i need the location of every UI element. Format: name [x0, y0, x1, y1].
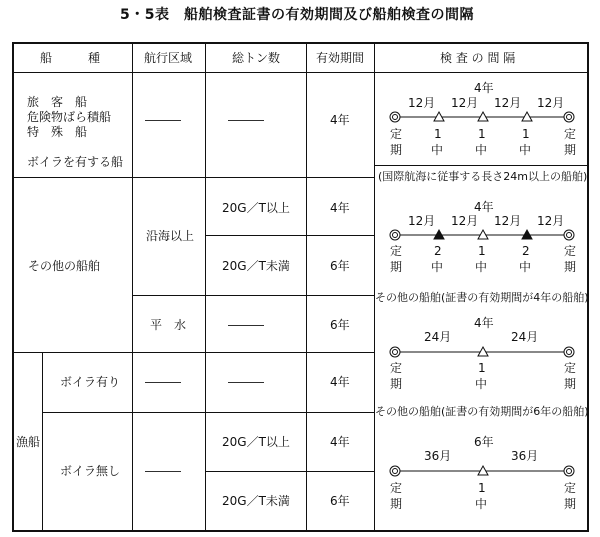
end-double-circle — [564, 230, 574, 240]
r2-area-smooth: 平 水 — [150, 318, 187, 332]
r3-boiler-yes: ボイラ有り — [60, 375, 121, 389]
d2-mid-label: 中 — [519, 260, 532, 274]
d3-start-label: 定 — [390, 361, 403, 375]
start-double-circle — [390, 230, 400, 240]
header-area: 航行区域 — [144, 51, 193, 65]
r3-ton-b: 20G／T未満 — [222, 494, 290, 508]
r1-dangerous: 危険物ばら積船 — [27, 110, 112, 124]
start-double-circle — [390, 466, 400, 476]
start-double-circle — [390, 347, 400, 357]
r3-ton-a: 20G／T以上 — [222, 435, 290, 449]
d3-mid-label: 中 — [475, 377, 488, 391]
r3-val-boiler: 4年 — [330, 375, 350, 389]
d1-mid-count: 1 — [434, 127, 442, 141]
d2-month: 12月 — [494, 214, 522, 228]
r3-ton-dash-1: ――― — [228, 375, 264, 389]
d3-end-label-2: 期 — [564, 377, 577, 391]
r2-val-c: 6年 — [330, 318, 350, 332]
r1-area-dash: ――― — [145, 113, 181, 127]
d4-end-label-2: 期 — [564, 497, 577, 511]
r1-boiler: ボイラを有する船 — [27, 155, 124, 169]
r3-fishing: 漁船 — [16, 435, 41, 449]
d2-start-label-2: 期 — [390, 260, 403, 274]
diagram-4 — [390, 466, 574, 476]
note-4year: その他の船舶(証書の有効期間が4年の船舶) — [375, 291, 589, 304]
header-tonnage: 総トン数 — [232, 51, 281, 65]
note-6year: その他の船舶(証書の有効期間が6年の船舶) — [375, 405, 589, 418]
r2-val-a: 4年 — [330, 201, 350, 215]
d2-end-label-2: 期 — [564, 260, 577, 274]
d2-period: 4年 — [474, 200, 494, 214]
d3-mid-count: 1 — [478, 361, 486, 375]
d2-end-label: 定 — [564, 244, 577, 258]
d4-start-label: 定 — [390, 481, 403, 495]
d1-period: 4年 — [474, 81, 494, 95]
d1-start-label-2: 期 — [390, 143, 403, 157]
diagram-1 — [390, 112, 574, 122]
d4-mid-label: 中 — [475, 497, 488, 511]
d3-end-label: 定 — [564, 361, 577, 375]
start-double-circle — [390, 112, 400, 122]
r2-ton-c-dash: ――― — [228, 318, 264, 332]
d2-mid-count: 2 — [434, 244, 442, 258]
d3-period: 4年 — [474, 316, 494, 330]
d1-mid-count: 1 — [478, 127, 486, 141]
end-double-circle — [564, 466, 574, 476]
d2-mid-count: 2 — [522, 244, 530, 258]
d1-month: 12月 — [408, 96, 436, 110]
d2-month: 12月 — [451, 214, 479, 228]
d4-period: 6年 — [474, 435, 494, 449]
note-international: (国際航海に従事する長さ24m以上の船舶) — [378, 170, 588, 183]
d1-month: 12月 — [451, 96, 479, 110]
d1-end-label: 定 — [564, 127, 577, 141]
d3-month: 24月 — [424, 330, 452, 344]
d4-month: 36月 — [424, 449, 452, 463]
d2-month: 12月 — [408, 214, 436, 228]
d3-start-label-2: 期 — [390, 377, 403, 391]
d2-mid-label: 中 — [475, 260, 488, 274]
r3-area-dash-2: ――― — [145, 464, 181, 478]
r3-val-a: 4年 — [330, 435, 350, 449]
r1-passenger: 旅 客 船 — [27, 95, 88, 109]
d1-month: 12月 — [494, 96, 522, 110]
end-double-circle — [564, 112, 574, 122]
d2-month: 12月 — [537, 214, 565, 228]
d4-month: 36月 — [511, 449, 539, 463]
r2-ton-b: 20G／T未満 — [222, 259, 290, 273]
table-title: 5・5表 船舶検査証書の有効期間及び船舶検査の間隔 — [120, 7, 474, 23]
r1-ton-dash: ――― — [228, 113, 264, 127]
d2-mid-label: 中 — [431, 260, 444, 274]
header-ship-type: 船 種 — [40, 51, 101, 65]
r1-special: 特 殊 船 — [27, 125, 88, 139]
d1-mid-label: 中 — [431, 143, 444, 157]
diagram-3 — [390, 347, 574, 357]
d3-month: 24月 — [511, 330, 539, 344]
d1-mid-label: 中 — [475, 143, 488, 157]
r2-area-coastal: 沿海以上 — [146, 229, 195, 243]
d4-mid-count: 1 — [478, 481, 486, 495]
r2-ship: その他の船舶 — [28, 259, 101, 273]
d1-end-label-2: 期 — [564, 143, 577, 157]
r2-ton-a: 20G／T以上 — [222, 201, 290, 215]
r3-val-b: 6年 — [330, 494, 350, 508]
diagram-2 — [390, 230, 574, 240]
d1-mid-count: 1 — [522, 127, 530, 141]
d4-end-label: 定 — [564, 481, 577, 495]
r1-validity: 4年 — [330, 113, 350, 127]
end-double-circle — [564, 347, 574, 357]
d1-start-label: 定 — [390, 127, 403, 141]
d1-mid-label: 中 — [519, 143, 532, 157]
d1-month: 12月 — [537, 96, 565, 110]
r3-area-dash-1: ――― — [145, 375, 181, 389]
d2-start-label: 定 — [390, 244, 403, 258]
header-validity: 有効期間 — [316, 51, 365, 65]
d2-mid-count: 1 — [478, 244, 486, 258]
d4-start-label-2: 期 — [390, 497, 403, 511]
r3-boiler-no: ボイラ無し — [60, 464, 121, 478]
r2-val-b: 6年 — [330, 259, 350, 273]
header-interval: 検 査 の 間 隔 — [440, 51, 516, 65]
